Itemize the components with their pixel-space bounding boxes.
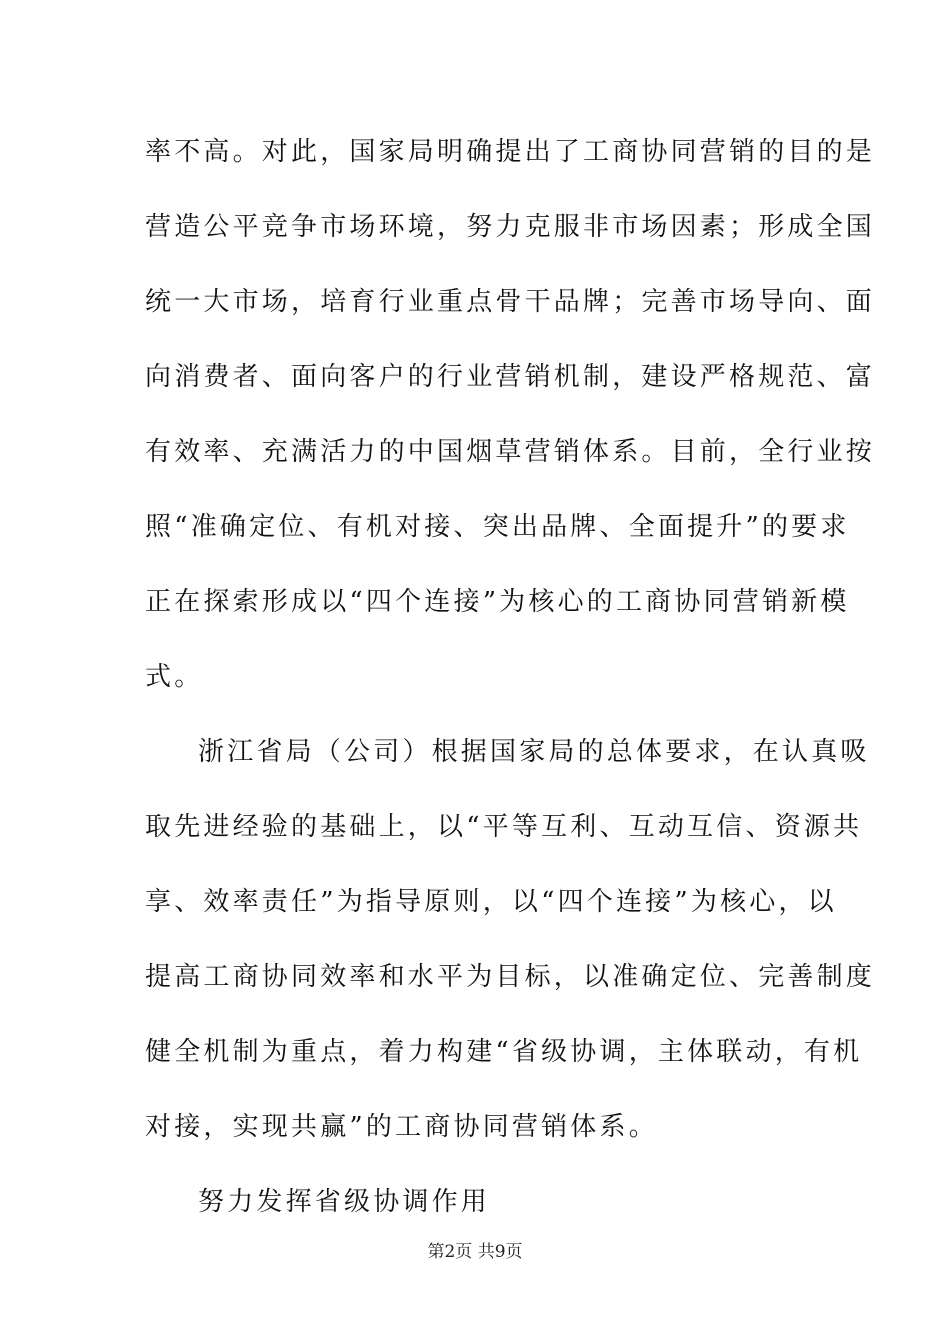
paragraph-1-line-5: 有效率、充满活力的中国烟草营销体系。目前，全行业按 [145, 437, 876, 467]
paragraph-1-line-1: 率不高。对此，国家局明确提出了工商协同营销的目的是 [145, 137, 876, 167]
paragraph-1-line-4: 向消费者、面向客户的行业营销机制，建设严格规范、富 [145, 362, 876, 392]
section-heading: 努力发挥省级协调作用 [198, 1187, 491, 1217]
paragraph-2-line-6: 对接，实现共赢”的工商协同营销体系。 [145, 1112, 658, 1142]
paragraph-2-line-2: 取先进经验的基础上，以“平等互利、互动互信、资源共 [145, 812, 863, 842]
paragraph-1-line-6: 照“准确定位、有机对接、突出品牌、全面提升”的要求 [145, 512, 850, 542]
paragraph-1-line-7: 正在探索形成以“四个连接”为核心的工商协同营销新模 [145, 587, 850, 617]
paragraph-2-line-3: 享、效率责任”为指导原则，以“四个连接”为核心，以 [145, 887, 837, 917]
paragraph-2-line-4: 提高工商协同效率和水平为目标，以准确定位、完善制度 [145, 962, 876, 992]
paragraph-1-line-8: 式。 [145, 662, 204, 692]
paragraph-1-line-3: 统一大市场，培育行业重点骨干品牌；完善市场导向、面 [145, 287, 876, 317]
paragraph-2-line-5: 健全机制为重点，着力构建“省级协调，主体联动，有机 [145, 1037, 863, 1067]
paragraph-1-line-2: 营造公平竞争市场环境，努力克服非市场因素；形成全国 [145, 212, 876, 242]
page-number-footer: 第2页 共9页 [427, 1242, 523, 1262]
paragraph-2-line-1: 浙江省局（公司）根据国家局的总体要求，在认真吸 [198, 737, 870, 767]
